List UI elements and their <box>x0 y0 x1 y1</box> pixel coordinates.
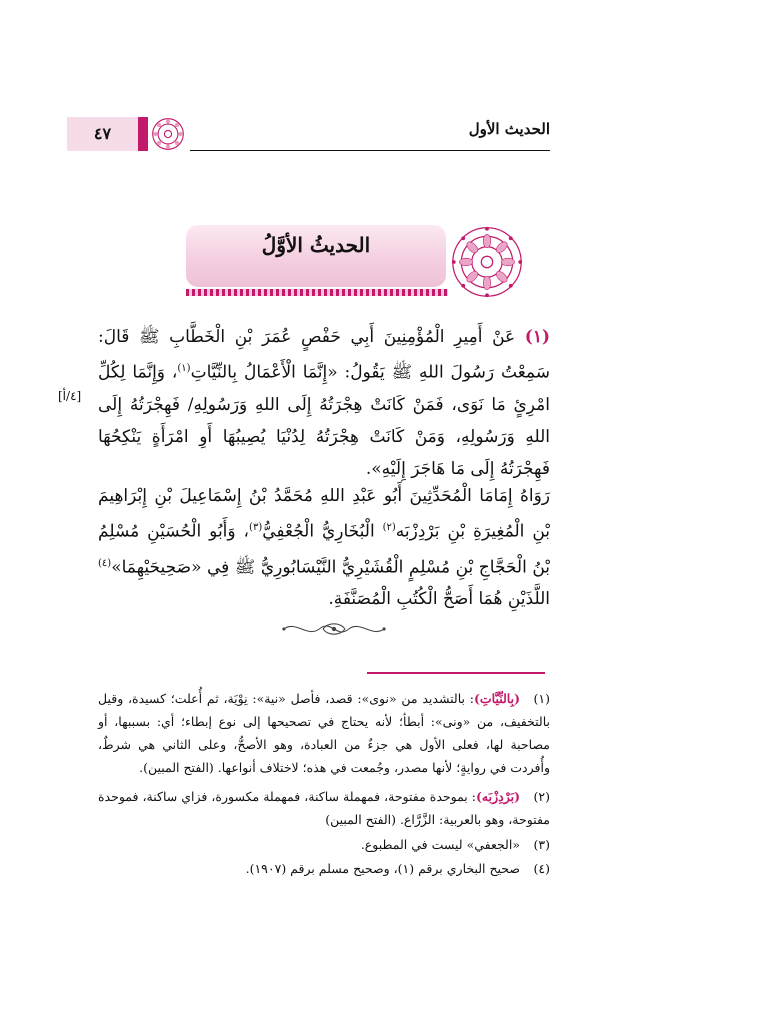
footnote-ref-4[interactable]: (٤) <box>98 557 112 569</box>
banner-border <box>186 289 448 296</box>
footnote-text: «الجعفي» ليست في المطبوع. <box>360 837 520 852</box>
large-rosette-icon <box>449 224 525 300</box>
ornament-divider-icon <box>280 618 388 640</box>
footnote-3 <box>98 833 550 856</box>
footnote-ref-1[interactable]: (١) <box>177 363 191 374</box>
footnote-number: (٢) <box>533 789 550 804</box>
running-title: الحديث الأول <box>468 120 550 138</box>
footnote-number: (٤) <box>533 861 550 876</box>
footnote-ref-2[interactable]: (٢) <box>382 522 396 533</box>
rosette-icon <box>150 116 186 152</box>
footnote-keyword: (بَرْدِزْبَه) <box>476 789 520 804</box>
chapter-title: الحديثُ الأوَّلُ <box>261 233 371 257</box>
footnote-text: : بموحدة مفتوحة، فمهملة ساكنة، فمهملة مكسورة، فزاي ساكنة، فموحدة مفتوحة، وهو بالعربية: الزَّرَّاع. (الفتح المبين) <box>98 789 550 827</box>
hadith-text-part-a: عَنْ أَمِيرِ الْمُؤْمِنِينَ أَبِي حَفْصٍ عُمَرَ بْنِ الْخَطَّابِ ﷺ قَالَ: سَمِعْتُ رَسُولَ اللهِ ﷺ يَقُولُ: «إِنَّمَا الْأَعْمَالُ بِالنِّيَّاتِ <box>98 327 550 383</box>
footnote-2 <box>98 785 550 831</box>
narration-part-b: الْبُخَارِيُّ الْجُعْفِيُّ <box>262 521 383 542</box>
hadith-text <box>98 321 550 485</box>
footnote-number: (٣) <box>533 837 550 852</box>
hadith-text-part-b: ، وَإِنَّمَا لِكُلِّ امْرِئٍ مَا نَوَى، فَمَنْ كَانَتْ هِجْرَتُهُ إِلَى اللهِ وَرَسُولِهِ/ فَهِجْرَتُهُ إِلَى اللهِ وَرَسُولِهِ، وَمَنْ كَانَتْ هِجْرَتُهُ لِدُنْيَا يُصِيبُهَا أَوِ امْرَأَةٍ يَنْكِحُهَا فَهِجْرَتُهُ إِلَى مَا هَاجَرَ إِلَيْهِ». <box>98 362 550 479</box>
footnote-text: : بالتشديد من «نوى»: قصد، فأصل «نية»: نِوْيَة، ثم أُعلت؛ كسيدة، وقيل بالتخفيف، من «ونى»: أبطأ؛ لأنه يحتاج في تصحيحها إلى نوع إبطاء؛ أي: بسببها، أو مصاحبة لها، فعلى الأول هي جزءٌ من العبادة، وهو الأصحُّ، وعلى الثاني هي شرطٌ، وأُفردت في روايةٍ؛ لأنها مصدر، وجُمعت في هذه؛ لاختلاف أنواعها. (الفتح المبين). <box>98 691 550 775</box>
hadith-number: (١) <box>524 327 551 347</box>
narration-part-a: رَوَاهُ إِمَامَا الْمُحَدِّثِينَ أَبُو عَبْدِ اللهِ مُحَمَّدُ بْنُ إِسْمَاعِيلَ بْنِ إِبْرَاهِيمَ بْنِ الْمُغِيرَةِ بْنِ بَرْدِزْبَه <box>98 486 550 542</box>
footnote-separator <box>367 672 545 674</box>
page-number: ٤٧ <box>93 124 112 143</box>
footnote-number: (١) <box>533 691 550 706</box>
narration-part-d: اللَّذَيْنِ هُمَا أَصَحُّ الْكُتُبِ الْمُصَنَّفَةِ. <box>328 589 550 610</box>
header-accent-bar <box>138 117 148 151</box>
narration-text <box>98 480 550 615</box>
footnote-text: صحيح البخاري برقم (١)، وصحيح مسلم برقم (١٩٠٧). <box>245 861 520 876</box>
footnote-1 <box>98 687 550 779</box>
footnote-ref-3[interactable]: (٣) <box>249 522 263 533</box>
margin-manuscript-ref: [٤/أ] <box>58 389 82 403</box>
header-rule <box>190 150 550 151</box>
footnote-keyword: (بِالنِّيَّاتِ) <box>473 691 520 706</box>
narration-part-c: ، وَأَبُو الْحُسَيْنِ مُسْلِمُ بْنُ الْحَجَّاجِ بْنِ مُسْلِمٍ الْقُشَيْرِيُّ النَّيْسَابُورِيُّ ﷺ فِي «صَحِيحَيْهِمَا» <box>98 521 550 578</box>
footnote-4 <box>98 857 550 880</box>
